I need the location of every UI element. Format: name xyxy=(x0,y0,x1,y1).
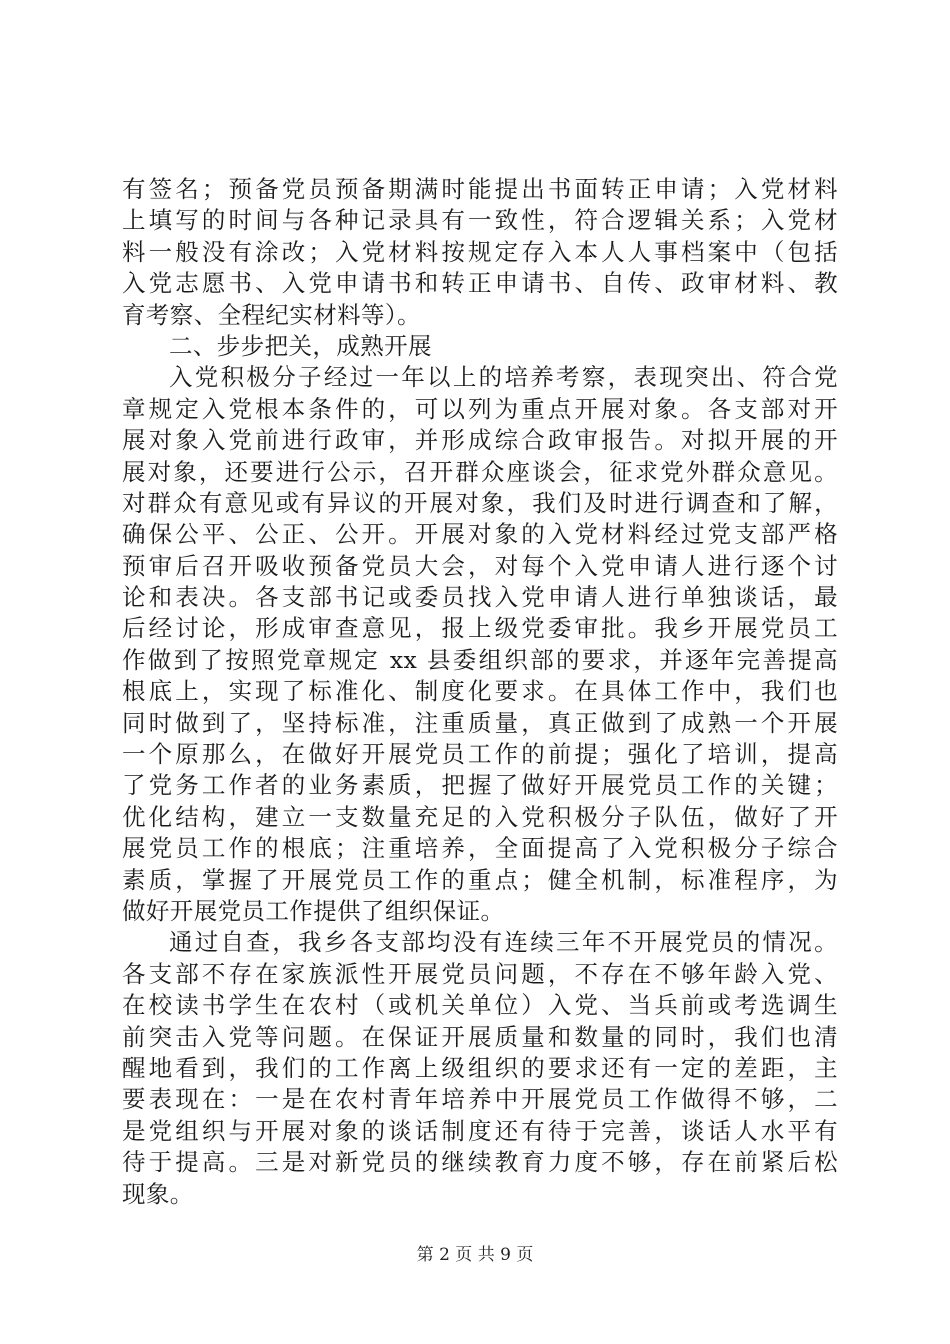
text-line: 做好开展党员工作提供了组织保证。 xyxy=(122,896,505,925)
text-line: 展党员工作的根底；注重培养，全面提高了入党积极分子综合 xyxy=(122,834,838,863)
text-line: 要表现在：一是在农村青年培养中开展党员工作做得不够，二 xyxy=(122,1085,838,1114)
text-line: 有签名；预备党员预备期满时能提出书面转正申请；入党材料 xyxy=(122,175,838,203)
text-line: 章规定入党根本条件的，可以列为重点开展对象。各支部对开 xyxy=(122,394,838,423)
text-line: 展对象，还要进行公示，召开群众座谈会，征求党外群众意见。 xyxy=(122,457,838,486)
text-line: 入党积极分子经过一年以上的培养考察，表现突出、符合党 xyxy=(169,363,838,392)
text-line: 待于提高。三是对新党员的继续教育力度不够，存在前紧后松 xyxy=(122,1148,838,1177)
text-line: 一个原那么，在做好开展党员工作的前提；强化了培训，提高 xyxy=(122,740,838,769)
text-line: 优化结构，建立一支数量充足的入党积极分子队伍，做好了开 xyxy=(122,802,838,831)
text-line: 了党务工作者的业务素质，把握了做好开展党员工作的关键； xyxy=(122,771,838,800)
text-line: 对群众有意见或有异议的开展对象，我们及时进行调查和了解， xyxy=(122,488,838,517)
text-line: 后经讨论，形成审查意见，报上级党委审批。我乡开展党员工 xyxy=(122,614,838,643)
text-line: 现象。 xyxy=(122,1179,194,1208)
text-line: 同时做到了，坚持标准，注重质量，真正做到了成熟一个开展 xyxy=(122,708,838,737)
text-line: 论和表决。各支部书记或委员找入党申请人进行单独谈话，最 xyxy=(122,583,838,612)
text-line: 根底上，实现了标准化、制度化要求。在具体工作中，我们也 xyxy=(122,677,838,706)
page-footer: 第 2 页 共 9 页 xyxy=(416,1245,534,1265)
text-line: 通过自查，我乡各支部均没有连续三年不开展党员的情况。 xyxy=(169,928,838,957)
text-line: 展对象入党前进行政审，并形成综合政审报告。对拟开展的开 xyxy=(122,426,838,455)
text-line: 素质，掌握了开展党员工作的重点；健全机制，标准程序，为 xyxy=(122,865,838,894)
document-body xyxy=(122,174,838,1210)
text-line: 确保公平、公正、公开。开展对象的入党材料经过党支部严格 xyxy=(122,520,838,549)
text-line: 在校读书学生在农村（或机关单位）入党、当兵前或考选调生 xyxy=(122,991,838,1020)
text-line: 预审后召开吸收预备党员大会，对每个入党申请人进行逐个讨 xyxy=(122,551,838,580)
text-line: 是党组织与开展对象的谈话制度还有待于完善，谈话人水平有 xyxy=(122,1116,838,1145)
text-line: 入党志愿书、入党申请书和转正申请书、自传、政审材料、教 xyxy=(122,269,838,298)
text-line: 前突击入党等问题。在保证开展质量和数量的同时，我们也清 xyxy=(122,1022,838,1051)
text-line: 醒地看到，我们的工作离上级组织的要求还有一定的差距，主 xyxy=(122,1053,838,1082)
text-line: 各支部不存在家族派性开展党员问题，不存在不够年龄入党、 xyxy=(122,959,838,988)
text-line: 作做到了按照党章规定 xx 县委组织部的要求，并逐年完善提高 xyxy=(122,645,838,674)
text-line: 料一般没有涂改；入党材料按规定存入本人人事档案中（包括 xyxy=(122,237,838,266)
text-line: 二、步步把关，成熟开展 xyxy=(169,331,432,360)
text-line: 上填写的时间与各种记录具有一致性，符合逻辑关系；入党材 xyxy=(122,206,838,235)
text-line: 育考察、全程纪实材料等）。 xyxy=(122,300,421,329)
